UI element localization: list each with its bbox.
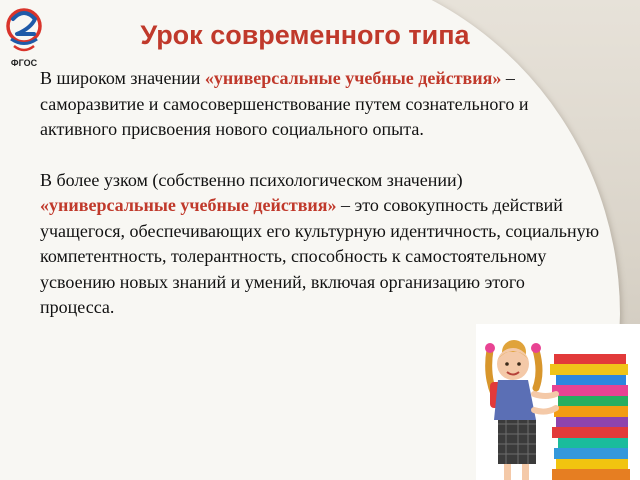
books-stack <box>550 354 630 480</box>
slide-body <box>40 66 600 321</box>
logo-label: ФГОС <box>10 58 38 68</box>
paragraph2-definition: – это совокупность действий учащегося, обеспечивающих его культурную идентичность, социальную компетентность, толерантность, способность к самостоятельному усвоению новых знаний и умений, включая организацию этого процесса. <box>40 195 600 317</box>
fgos-logo-icon <box>4 4 44 64</box>
paragraph2-term: «универсальные учебные действия» <box>40 195 337 215</box>
girl-with-books-image <box>476 324 640 480</box>
paragraph-broad-meaning <box>40 66 600 143</box>
slide-title: Урок современного типа <box>140 20 470 50</box>
paragraph1-lead: В широком значении <box>40 68 205 88</box>
paragraph2-lead: В более узком (собственно психологическом значении) <box>40 169 463 190</box>
paragraph1-definition: – саморазвитие и самосовершенствование путем сознательного и активного присвоения нового социального опыта. <box>40 68 529 139</box>
paragraph1-term: «универсальные учебные действия» <box>204 68 502 88</box>
paragraph-narrow-meaning <box>40 168 600 321</box>
